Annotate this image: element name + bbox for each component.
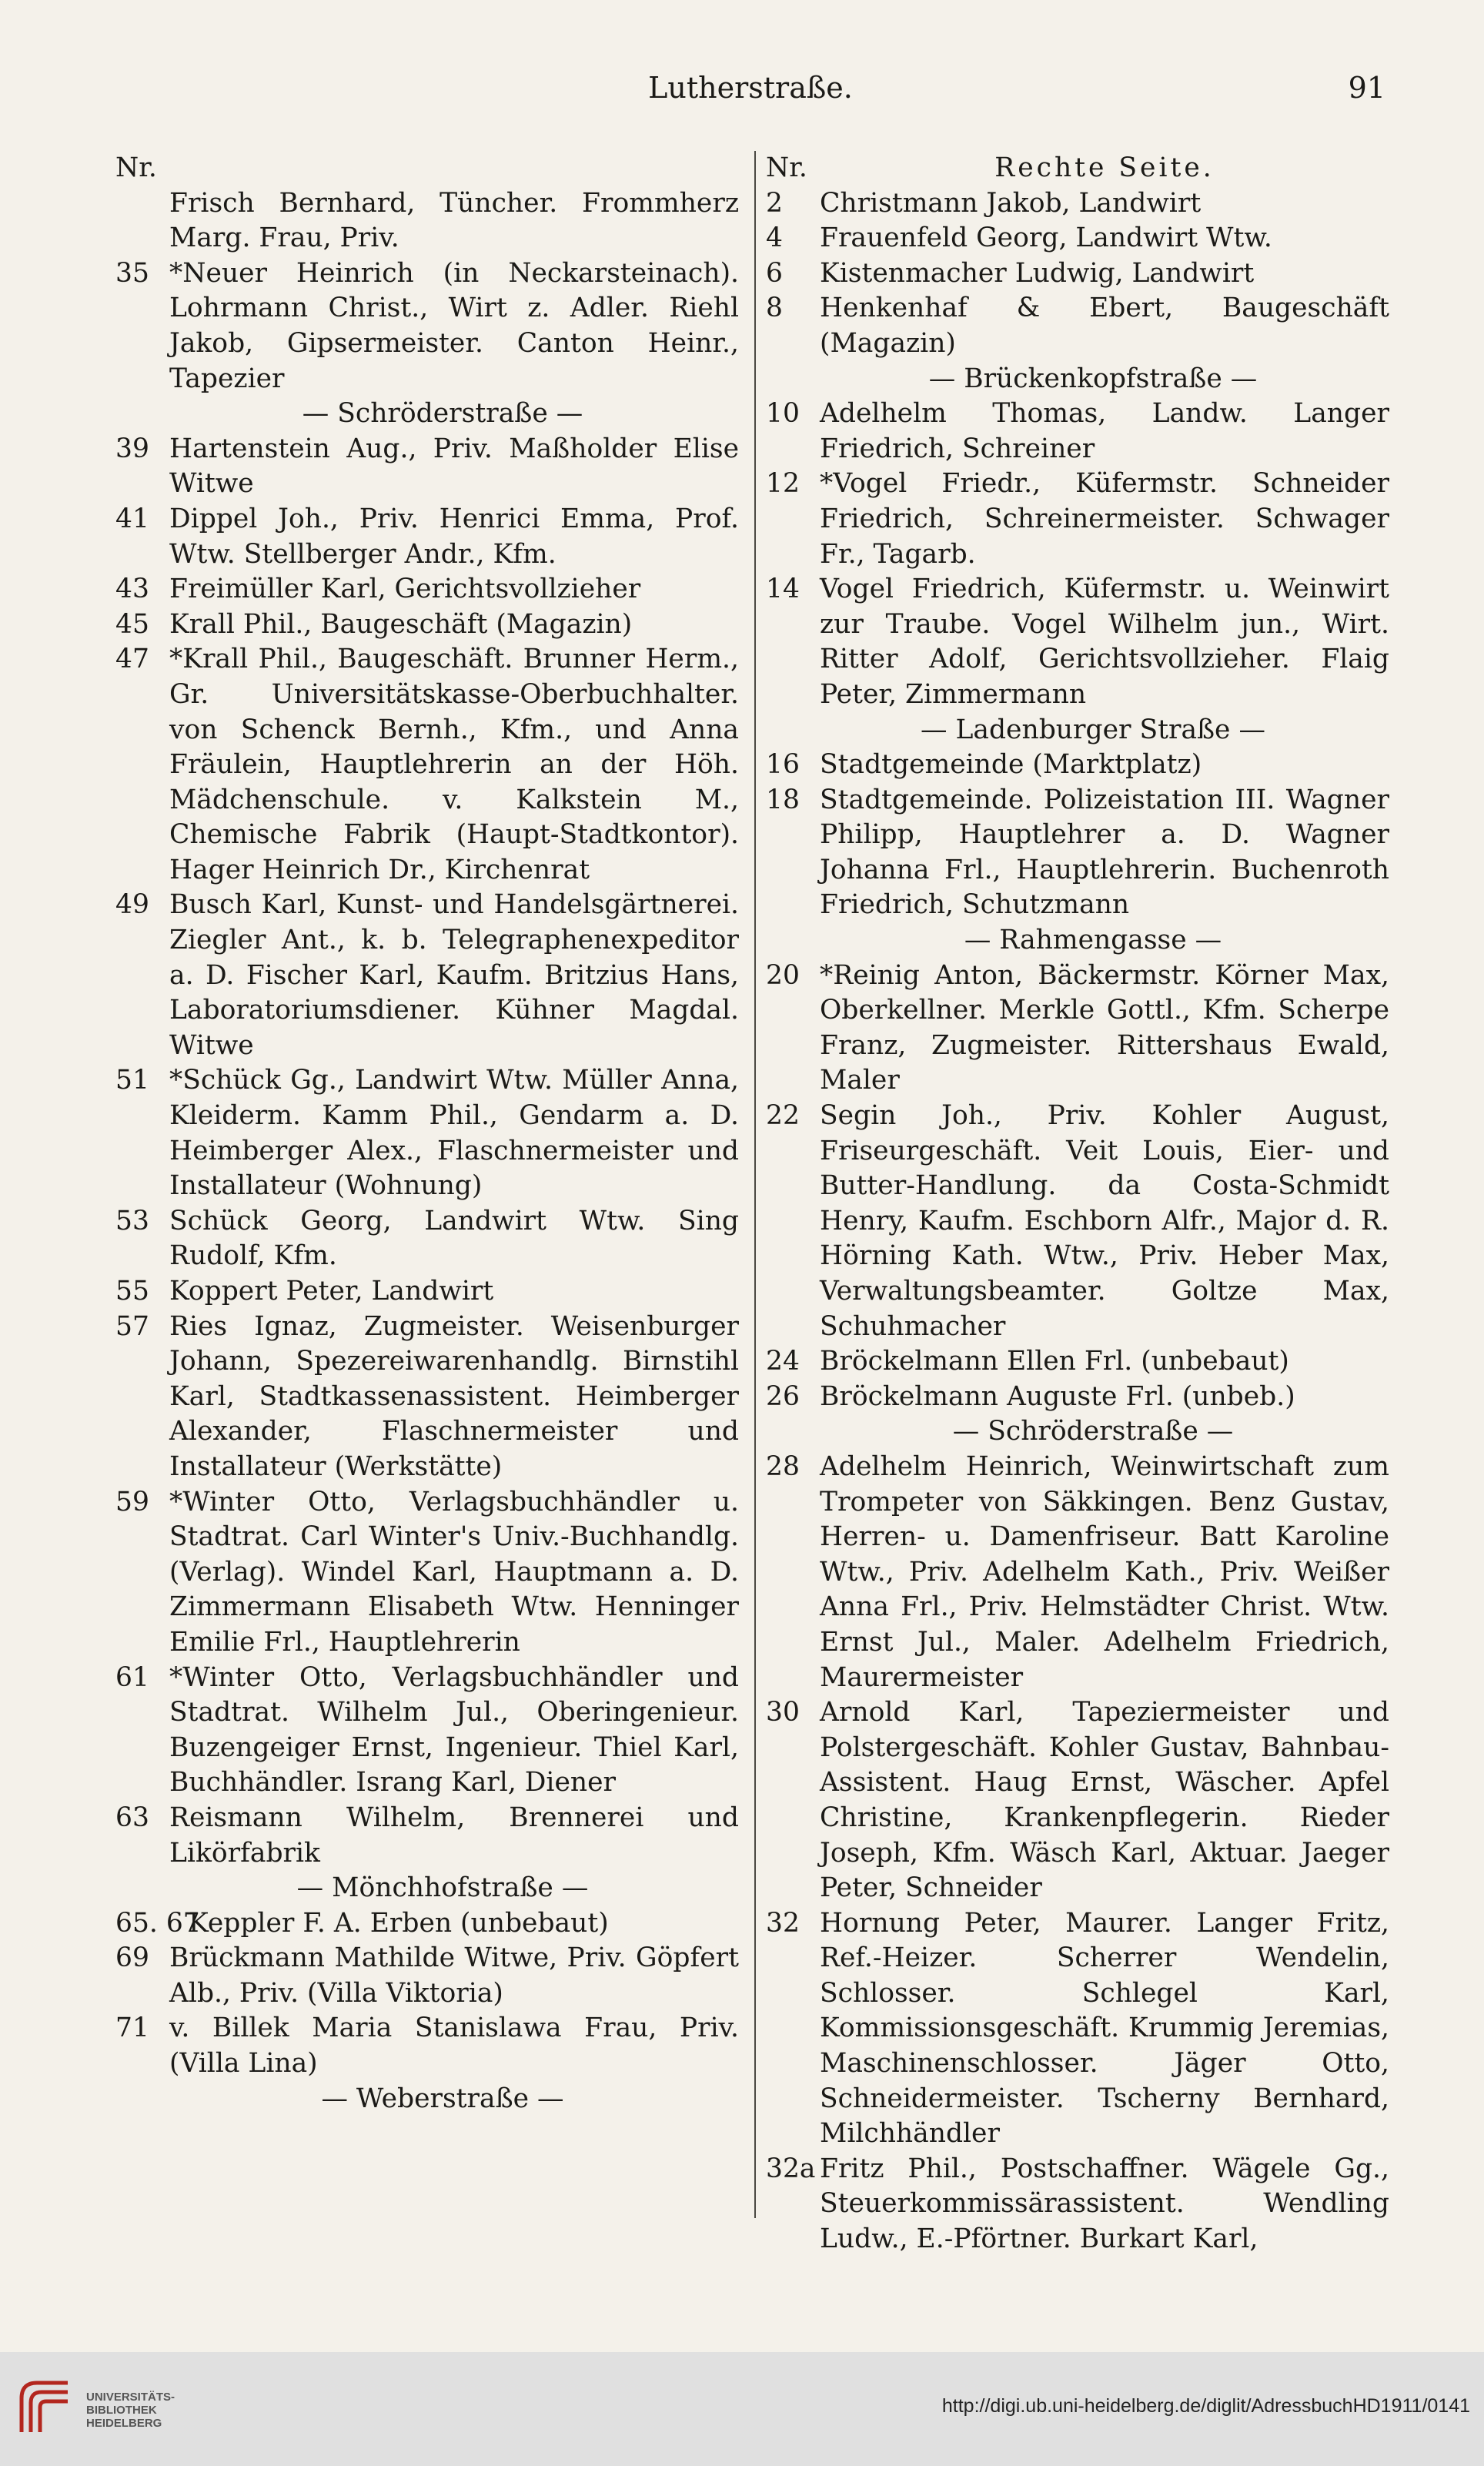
house-number: 53	[115, 1205, 149, 1236]
number-column-label: Nr.	[766, 152, 807, 183]
house-number: 6	[766, 257, 783, 289]
street-heading: — Schröderstraße —	[302, 398, 583, 430]
resident-list: Fritz Phil., Postschaffner. Wägele Gg., Steuerkommissärassistent. Wendling Ludw., E.-Pförtner. Burkart Karl,	[820, 2153, 1389, 2255]
address-entry	[766, 959, 1389, 1099]
right-entries	[766, 186, 1389, 2257]
address-entry	[115, 1906, 739, 1942]
address-entry	[115, 432, 739, 502]
address-entry	[115, 888, 739, 1063]
house-number: 61	[115, 1661, 149, 1693]
resident-list: *Winter Otto, Verlagsbuchhändler und Stadtrat. Wilhelm Jul., Oberingenieur. Buzengeiger Ernst, Ingenieur. Thiel Karl, Buchhändler. Israng Karl, Diener	[169, 1661, 739, 1798]
resident-list: Bröckelmann Auguste Frl. (unbeb.)	[820, 1380, 1295, 1412]
resident-list: Adelhelm Thomas, Landw. Langer Friedrich, Schreiner	[820, 398, 1389, 464]
house-number: 2	[766, 187, 783, 219]
house-number: 47	[115, 644, 149, 675]
resident-list: Krall Phil., Baugeschäft (Magazin)	[169, 608, 633, 640]
house-number: 14	[766, 574, 800, 605]
house-number: 55	[115, 1276, 149, 1307]
address-entry	[766, 397, 1389, 467]
house-number: 4	[766, 223, 783, 254]
address-entry	[766, 1450, 1389, 1695]
house-number: 51	[115, 1065, 149, 1096]
column-title: Rechte Seite.	[994, 152, 1215, 183]
address-entry	[115, 572, 739, 607]
resident-list: Henkenhaf & Ebert, Baugeschäft (Magazin)	[820, 293, 1389, 359]
address-entry	[766, 291, 1389, 361]
address-entry	[115, 502, 739, 572]
resident-list: *Winter Otto, Verlagsbuchhändler u. Stadtrat. Carl Winter's Univ.-Buchhandlg. (Verlag). Windel Karl, Hauptmann a. D. Zimmermann Elisabeth Wtw. Henninger Emilie Frl., Hauptlehrerin	[169, 1486, 739, 1658]
house-number: 24	[766, 1346, 800, 1377]
resident-list: *Reinig Anton, Bäckermstr. Körner Max, Oberkellner. Merkle Gottl., Kfm. Scherpe Franz, Zugmeister. Rittershaus Ewald, Maler	[820, 959, 1389, 1096]
resident-list: Reismann Wilhelm, Brennerei und Likörfabrik	[169, 1802, 739, 1869]
resident-list: Segin Joh., Priv. Kohler August, Friseurgeschäft. Veit Louis, Eier- und Butter-Handlung. da Costa-Schmidt Henry, Kaufm. Eschborn Alfr., Major d. R. Hörning Kath. Wtw., Priv. Heber Max, Verwaltungsbeamter. Goltze Max, Schuhmacher	[820, 1100, 1389, 1342]
house-number: 43	[115, 574, 149, 605]
house-number: 30	[766, 1697, 800, 1728]
address-entry	[766, 221, 1389, 256]
resident-list: Schück Georg, Landwirt Wtw. Sing Rudolf, Kfm.	[169, 1205, 739, 1272]
page-number: 91	[1348, 71, 1385, 105]
address-entry	[766, 783, 1389, 923]
resident-list: Stadtgemeinde. Polizeistation III. Wagner Philipp, Hauptlehrer a. D. Wagner Johanna Frl., Hauptlehrerin. Buchenroth Friedrich, Schutzmann	[820, 784, 1389, 921]
resident-list: Stadtgemeinde (Marktplatz)	[820, 749, 1202, 781]
address-entry	[766, 2152, 1389, 2257]
address-entry	[766, 572, 1389, 712]
house-number: 16	[766, 749, 800, 781]
street-heading: — Brückenkopfstraße —	[928, 363, 1258, 394]
resident-list: Busch Karl, Kunst- und Handelsgärtnerei. Ziegler Ant., k. b. Telegraphenexpeditor a. D. Fischer Karl, Kaufm. Britzius Hans, Laboratoriumsdiener. Kühner Magdal. Witwe	[169, 889, 739, 1061]
resident-list: Bröckelmann Ellen Frl. (unbebaut)	[820, 1346, 1289, 1377]
house-number: 39	[115, 433, 149, 464]
house-number: 22	[766, 1100, 800, 1132]
address-entry	[115, 1063, 739, 1203]
address-entry	[766, 748, 1389, 783]
street-heading: — Ladenburger Straße —	[921, 714, 1265, 745]
address-entry	[115, 256, 739, 397]
address-entry	[115, 1941, 739, 2011]
house-number: 69	[115, 1942, 149, 1974]
left-entries	[115, 186, 739, 2117]
resident-list: Ries Ignaz, Zugmeister. Weisenburger Johann, Spezereiwarenhandlg. Birnstihl Karl, Stadtkassenassistent. Heimberger Alexander, Flaschnermeister und Installateur (Werkstätte)	[169, 1310, 739, 1482]
street-heading: — Rahmengasse —	[964, 925, 1222, 956]
address-entry	[766, 186, 1389, 222]
house-number: 32a	[766, 2153, 816, 2184]
address-entry	[766, 1099, 1389, 1344]
resident-list: *Vogel Friedr., Küfermstr. Schneider Friedrich, Schreinermeister. Schwager Fr., Tagarb.	[820, 468, 1389, 570]
number-column-label: Nr.	[115, 152, 157, 183]
resident-list: Frisch Bernhard, Tüncher. Frommherz Marg. Frau, Priv.	[169, 187, 739, 254]
house-number: 71	[115, 2013, 149, 2044]
resident-list: Dippel Joh., Priv. Henrici Emma, Prof. Wtw. Stellberger Andr., Kfm.	[169, 503, 739, 570]
address-entry	[115, 1204, 739, 1274]
resident-list: Kistenmacher Ludwig, Landwirt	[820, 257, 1255, 289]
house-number: 10	[766, 398, 800, 430]
resident-list: Adelhelm Heinrich, Weinwirtschaft zum Trompeter von Säkkingen. Benz Gustav, Herren- u. Damenfriseur. Batt Karoline Wtw., Priv. Adelhelm Kath., Priv. Weißer Anna Frl., Priv. Helmstädter Christ. Wtw. Ernst Jul., Maler. Adelhelm Friedrich, Maurermeister	[820, 1450, 1389, 1693]
footer-bar	[0, 2352, 1484, 2466]
house-number: 32	[766, 1907, 800, 1939]
address-entry	[766, 256, 1389, 292]
resident-list: Koppert Peter, Landwirt	[169, 1276, 494, 1307]
street-heading: — Weberstraße —	[321, 2083, 564, 2114]
resident-list: Frauenfeld Georg, Landwirt Wtw.	[820, 223, 1272, 254]
address-entry	[766, 1344, 1389, 1380]
address-entry	[766, 1380, 1389, 1415]
house-number: 18	[766, 784, 800, 815]
library-name: UNIVERSITÄTS- BIBLIOTHEK HEIDELBERG	[86, 2391, 175, 2430]
ub-heidelberg-logo-icon[interactable]	[14, 2375, 75, 2440]
address-entry	[766, 1906, 1389, 2152]
address-entry	[766, 467, 1389, 572]
address-entry	[115, 2011, 739, 2081]
resident-list: *Schück Gg., Landwirt Wtw. Müller Anna, Kleiderm. Kamm Phil., Gendarm a. D. Heimberger Alex., Flaschnermeister und Installateur (Wohnung)	[169, 1065, 739, 1202]
house-number: 28	[766, 1450, 800, 1482]
house-number: 26	[766, 1380, 800, 1412]
right-column-header	[766, 151, 1389, 186]
resident-list: Brückmann Mathilde Witwe, Priv. Göpfert Alb., Priv. (Villa Viktoria)	[169, 1942, 739, 2009]
page-header	[115, 65, 1385, 111]
resident-list: *Krall Phil., Baugeschäft. Brunner Herm., Gr. Universitätskasse-Oberbuchhalter. von Schenck Bernh., Kfm., und Anna Fräulein, Hauptlehrerin an der Höh. Mädchenschule. v. Kalkstein M., Chemische Fabrik (Haupt-Stadtkontor). Hager Heinrich Dr., Kirchenrat	[169, 644, 739, 885]
street-heading: — Mönchhofstraße —	[296, 1872, 589, 1904]
left-column	[115, 151, 739, 2116]
address-entry	[115, 1801, 739, 1871]
address-entry	[115, 1661, 739, 1801]
left-column-header	[115, 151, 739, 186]
address-entry	[115, 642, 739, 888]
house-number: 12	[766, 468, 800, 500]
resident-list: Christmann Jakob, Landwirt	[820, 187, 1202, 219]
house-number: 63	[115, 1802, 149, 1833]
resident-list: Arnold Karl, Tapeziermeister und Polstergeschäft. Kohler Gustav, Bahnbau-Assistent. Haug Ernst, Wäscher. Apfel Christine, Krankenpflegerin. Rieder Joseph, Kfm. Wäsch Karl, Aktuar. Jaeger Peter, Schneider	[820, 1697, 1389, 1904]
address-entry	[115, 1274, 739, 1310]
house-number: 65. 67	[115, 1907, 200, 1939]
address-entry	[115, 607, 739, 643]
address-entry	[115, 186, 739, 256]
resident-list: Freimüller Karl, Gerichtsvollzieher	[169, 574, 641, 605]
house-number: 35	[115, 257, 149, 289]
house-number: 57	[115, 1310, 149, 1342]
resident-list: Keppler F. A. Erben (unbebaut)	[189, 1907, 609, 1939]
house-number: 20	[766, 959, 800, 991]
house-number: 59	[115, 1486, 149, 1517]
address-entry	[115, 1310, 739, 1485]
house-number: 45	[115, 608, 149, 640]
resident-list: Hartenstein Aug., Priv. Maßholder Elise Witwe	[169, 433, 739, 500]
resident-list: v. Billek Maria Stanislawa Frau, Priv. (Villa Lina)	[169, 2013, 739, 2080]
resident-list: Hornung Peter, Maurer. Langer Fritz, Ref.-Heizer. Scherrer Wendelin, Schlosser. Schlegel Karl, Kommissionsgeschäft. Krummig Jeremias, Maschinenschlosser. Jäger Otto, Schneidermeister. Tscherny Bernhard, Milchhändler	[820, 1907, 1389, 2150]
street-heading: — Schröderstraße —	[952, 1416, 1234, 1447]
address-entry	[115, 1485, 739, 1661]
address-entry	[766, 1695, 1389, 1906]
column-divider	[754, 151, 756, 2218]
page-title: Lutherstraße.	[648, 71, 853, 105]
right-column	[766, 151, 1389, 2257]
house-number: 49	[115, 889, 149, 921]
house-number: 41	[115, 503, 149, 534]
resident-list: *Neuer Heinrich (in Neckarsteinach). Lohrmann Christ., Wirt z. Adler. Riehl Jakob, Gipsermeister. Canton Heinr., Tapezier	[169, 257, 739, 394]
house-number: 8	[766, 293, 783, 324]
resident-list: Vogel Friedrich, Küfermstr. u. Weinwirt zur Traube. Vogel Wilhelm jun., Wirt. Ritter Adolf, Gerichtsvollzieher. Flaig Peter, Zimmermann	[820, 574, 1389, 710]
source-url-link[interactable]: http://digi.ub.uni-heidelberg.de/diglit/AdressbuchHD1911/0141	[941, 2395, 1470, 2417]
